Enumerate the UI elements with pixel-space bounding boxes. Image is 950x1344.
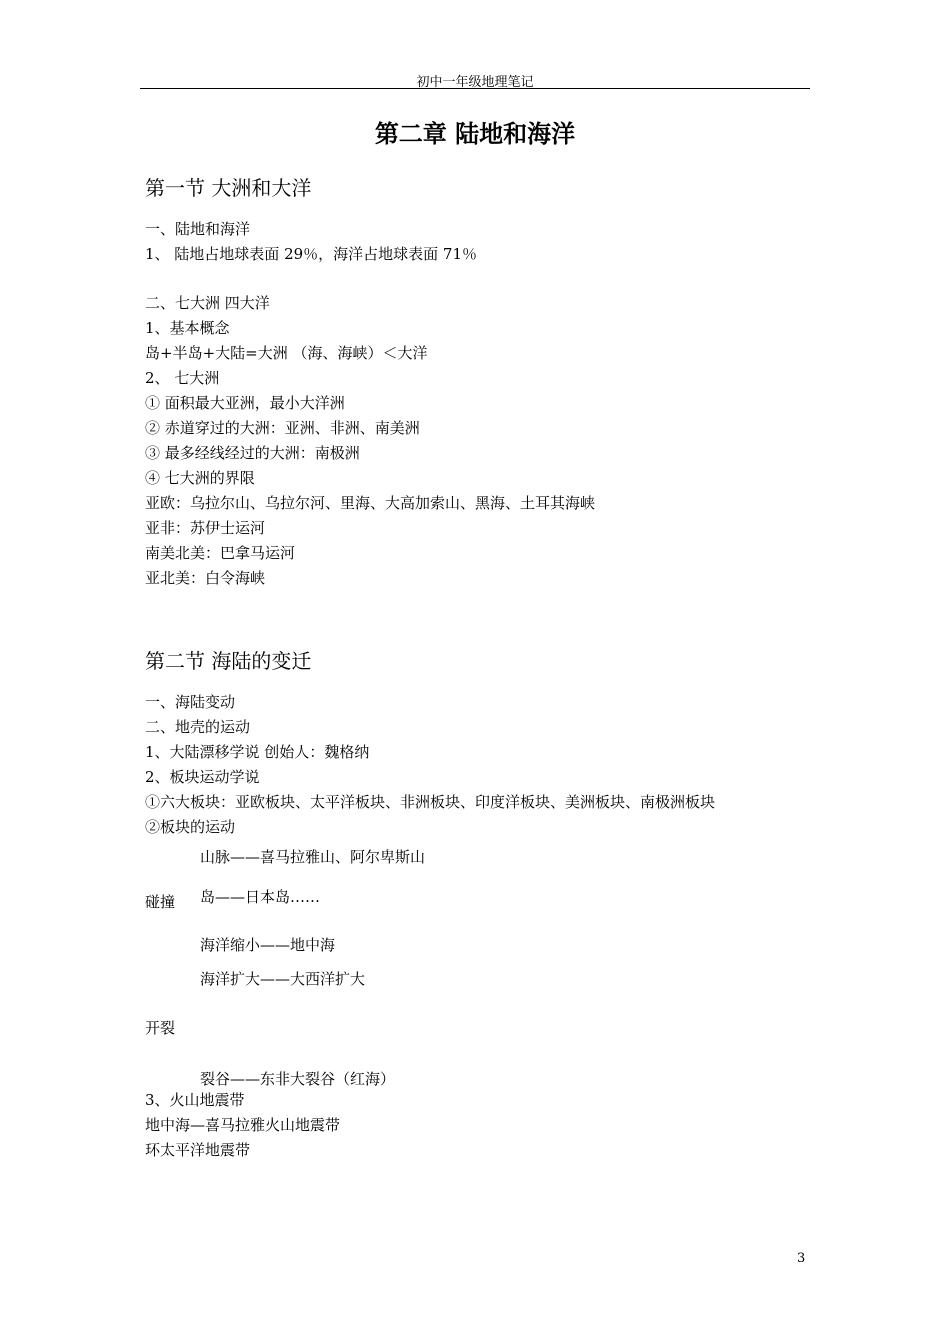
chapter-title: 第二章 陆地和海洋 xyxy=(374,120,576,148)
section-title-2: 第二节 海陆的变迁 xyxy=(145,649,312,673)
text-line: 亚非：苏伊士运河 xyxy=(145,519,266,537)
text-line: 1、基本概念 xyxy=(145,319,230,337)
collision-label: 碰撞 xyxy=(145,893,176,911)
text-line: 亚欧：乌拉尔山、乌拉尔河、里海、大高加索山、黑海、土耳其海峡 xyxy=(145,494,596,512)
text-line: 环太平洋地震带 xyxy=(145,1141,251,1159)
rift-item: 海洋扩大——大西洋扩大 xyxy=(200,970,366,988)
text-line: 二、地壳的运动 xyxy=(145,718,251,736)
text-line: 地中海—喜马拉雅火山地震带 xyxy=(145,1116,341,1134)
text-line: 南美北美：巴拿马运河 xyxy=(145,544,296,562)
text-line: 二、七大洲 四大洋 xyxy=(145,294,270,312)
page-number: 3 xyxy=(797,1251,806,1266)
rift-label: 开裂 xyxy=(145,1019,176,1037)
header-rule xyxy=(140,88,810,89)
text-line: 2、板块运动学说 xyxy=(145,768,260,786)
text-line: 3、火山地震带 xyxy=(145,1091,245,1109)
text-line: 亚北美：白令海峡 xyxy=(145,569,266,587)
text-line: ③ 最多经线经过的大洲：南极洲 xyxy=(145,444,360,462)
collision-item: 海洋缩小——地中海 xyxy=(200,936,336,954)
text-line: 一、海陆变动 xyxy=(145,693,236,711)
section-title-1: 第一节 大洲和大洋 xyxy=(145,176,312,200)
text-line: ② 赤道穿过的大洲：亚洲、非洲、南美洲 xyxy=(145,419,420,437)
collision-item: 山脉——喜马拉雅山、阿尔卑斯山 xyxy=(200,848,426,866)
text-line: 1、 陆地占地球表面 29％，海洋占地球表面 71％ xyxy=(145,245,478,263)
text-line: ① 面积最大亚洲，最小大洋洲 xyxy=(145,394,345,412)
page-header: 初中一年级地理笔记 xyxy=(416,75,534,90)
rift-item: 裂谷——东非大裂谷（红海） xyxy=(200,1070,396,1088)
text-line: ④ 七大洲的界限 xyxy=(145,469,255,487)
text-line: 一、陆地和海洋 xyxy=(145,220,251,238)
text-line: ①六大板块：亚欧板块、太平洋板块、非洲板块、印度洋板块、美洲板块、南极洲板块 xyxy=(145,793,716,811)
text-line: 1、大陆漂移学说 创始人：魏格纳 xyxy=(145,743,370,761)
text-line: ②板块的运动 xyxy=(145,818,236,836)
text-line: 2、 七大洲 xyxy=(145,369,220,387)
text-line: 岛+半岛+大陆=大洲 （海、海峡）＜大洋 xyxy=(145,344,428,362)
collision-item: 岛——日本岛…… xyxy=(200,888,321,906)
